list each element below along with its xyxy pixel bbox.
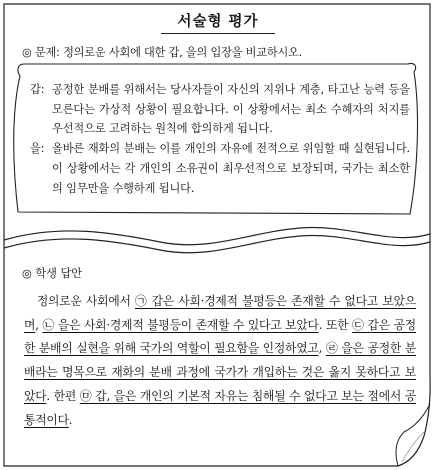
answer-plain: 정의로운 사회에서 xyxy=(36,294,135,308)
answer-plain: . xyxy=(68,412,73,427)
page-title xyxy=(0,10,436,34)
question-text: 정의로운 사회에 대한 갑, 을의 입장을 비교하시오. xyxy=(63,46,303,59)
passage-text-eul: 올바른 재화의 분배는 이를 개인의 자유에 전적으로 위임할 때 실현됩니다. 이 상황에서는 각 개인의 소유권이 최우선적으로 보장되며, 국가는 최소한의 임무만을 수행하게 됩니다. xyxy=(52,142,410,195)
passage-text-gap: 공정한 분배를 위해서는 당사자들이 자신의 지위나 계층, 타고난 능력 등을 모른다는 가상적 상황이 필요합니다. 이 상황에서는 최소 수혜자의 처지를 우선적으로 고려하는 원칙에 합의하게 됩니다. xyxy=(52,83,410,136)
answer-underline-3: ㉢ 갑은 공정한 분배의 실현을 위해 국가의 역할이 필요함을 인정하였고 xyxy=(24,317,416,356)
double-circle-icon: ◎ xyxy=(22,267,32,280)
student-answer xyxy=(24,290,416,432)
answer-heading-label: 학생 답안 xyxy=(35,267,83,280)
answer-underline-2: ㉡ 을은 사회·경제적 불평등이 존재할 수 있다고 보았다 xyxy=(42,317,319,332)
question-label: 문제: xyxy=(34,46,60,59)
answer-heading xyxy=(22,265,82,281)
answer-underline-4: ㉣ 을은 공정한 분배라는 명목으로 재화의 분배 과정에 국가가 개입하는 것은 옳지 못하다고 보았다 xyxy=(24,341,416,403)
passage-gap xyxy=(30,80,410,139)
speaker-tag-eul: 을: xyxy=(30,142,45,156)
answer-underline-5: ㉤ 갑, 을은 개인의 기본적 자유는 침해될 수 없다고 보는 점에서 공통적이다 xyxy=(24,388,417,427)
question-section-wave xyxy=(4,228,430,245)
speaker-tag-gap: 갑: xyxy=(30,83,45,96)
double-circle-icon: ◎ xyxy=(22,46,32,59)
answer-underline-1: ㉠ 갑은 사회·경제적 불평등은 존재할 수 없다고 보았으며 xyxy=(24,294,416,332)
question xyxy=(22,44,302,60)
page-title-text: 서술형 평가 xyxy=(161,10,274,34)
answer-plain: , xyxy=(318,341,326,356)
passage xyxy=(30,80,410,198)
answer-plain: , xyxy=(35,317,43,332)
answer-plain: . 또한 xyxy=(318,317,353,332)
answer-plain: . 한편 xyxy=(46,388,80,403)
passage-eul xyxy=(30,139,410,198)
